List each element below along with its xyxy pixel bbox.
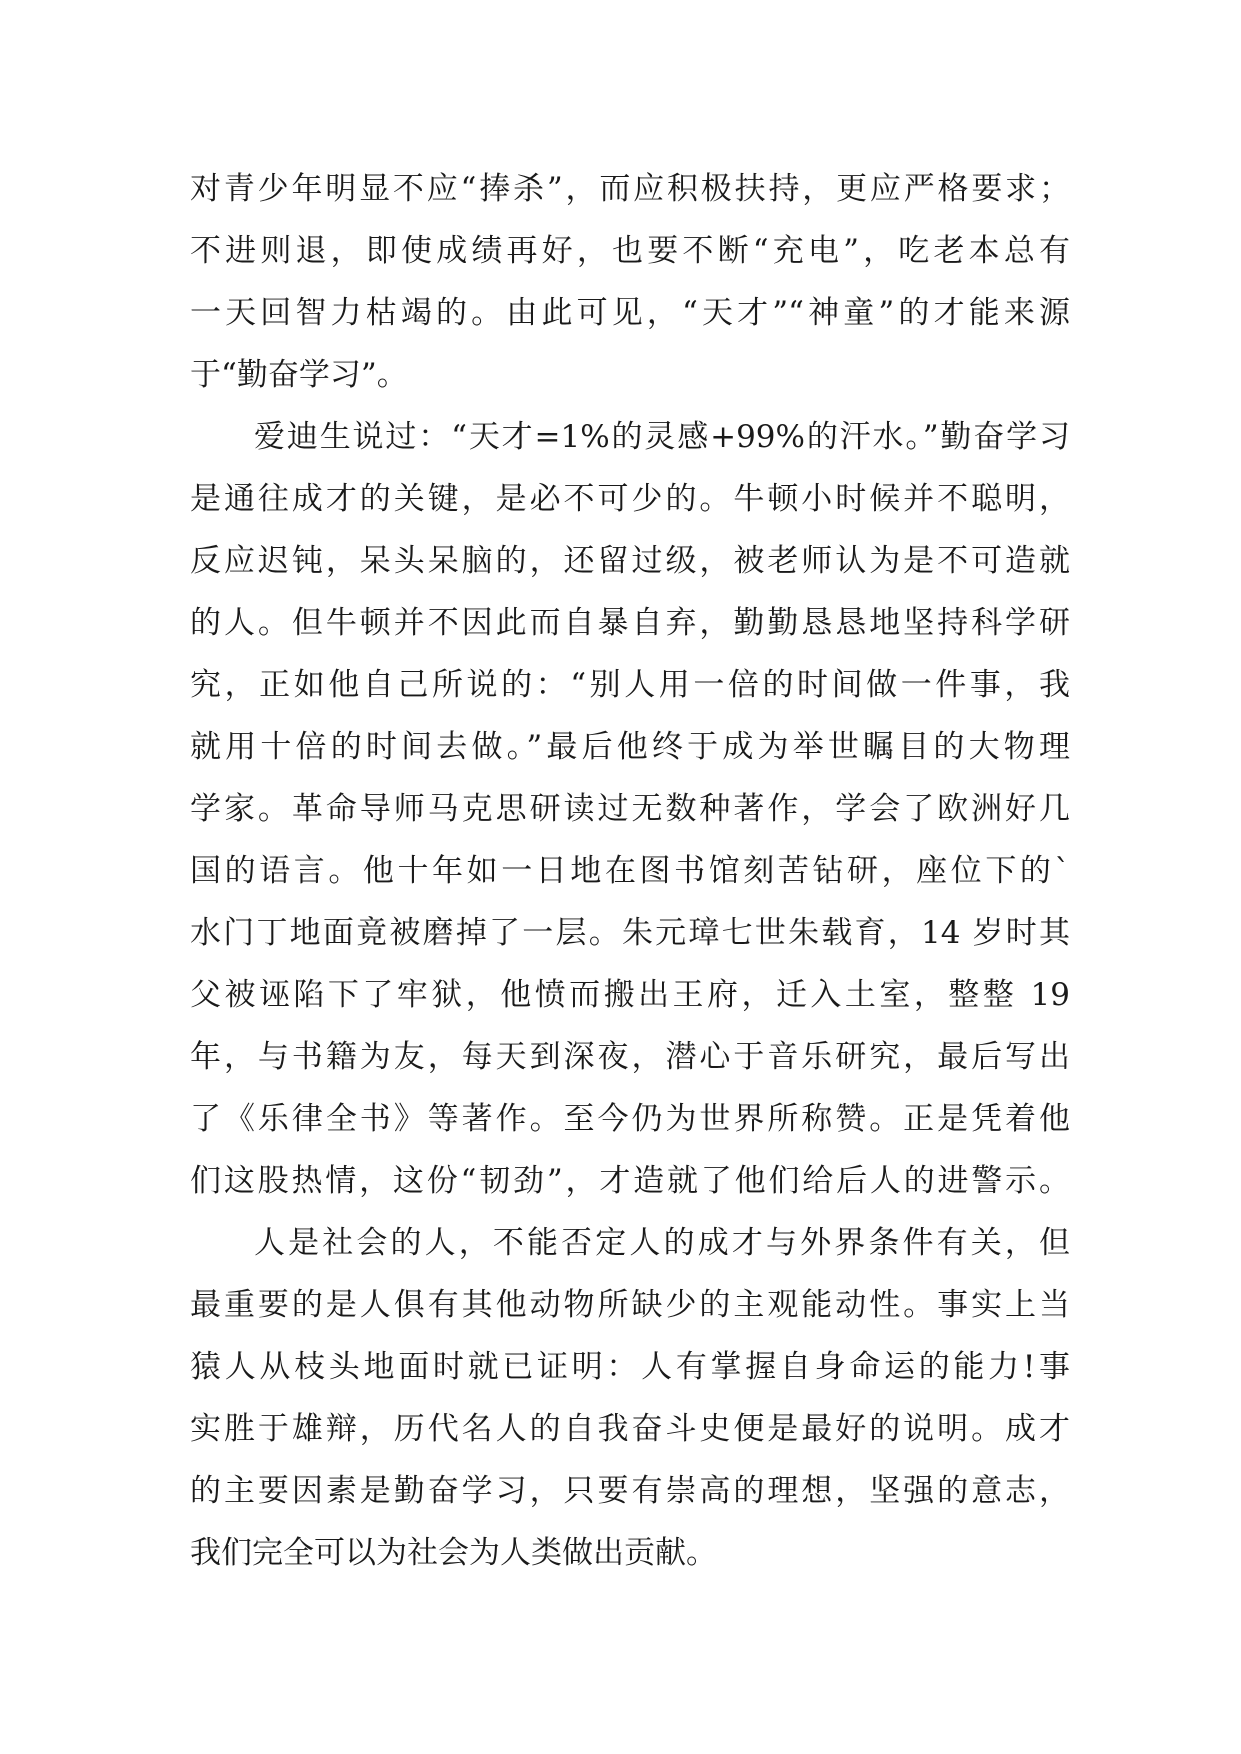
text-line: 实胜于雄辩，历代名人的自我奋斗史便是最好的说明。成才 xyxy=(190,1411,1070,1447)
text-line: 爱迪生说过：“天才=1%的灵感+99%的汗水。”勤奋学习 xyxy=(254,419,1070,455)
text-line: 就用十倍的时间去做。”最后他终于成为举世瞩目的大物理 xyxy=(190,729,1070,765)
text-line: 的主要因素是勤奋学习，只要有崇高的理想，坚强的意志， xyxy=(190,1473,1070,1509)
text-line: 年，与书籍为友，每天到深夜，潜心于音乐研究，最后写出 xyxy=(190,1039,1070,1075)
text-line: 猿人从枝头地面时就已证明：人有掌握自身命运的能力!事 xyxy=(190,1349,1070,1385)
text-line: 人是社会的人，不能否定人的成才与外界条件有关，但 xyxy=(254,1225,1070,1261)
text-line: 不进则退，即使成绩再好，也要不断“充电”，吃老本总有 xyxy=(190,233,1070,269)
text-line: 了《乐律全书》等著作。至今仍为世界所称赞。正是凭着他 xyxy=(190,1101,1070,1137)
text-line: 究，正如他自己所说的：“别人用一倍的时间做一件事，我 xyxy=(190,667,1070,703)
text-line: 父被诬陷下了牢狱，他愤而搬出王府，迁入土室，整整 19 xyxy=(190,977,1070,1013)
text-line: 反应迟钝，呆头呆脑的，还留过级，被老师认为是不可造就 xyxy=(190,543,1070,579)
text-line: 们这股热情，这份“韧劲”，才造就了他们给后人的进警示。 xyxy=(190,1163,1070,1199)
body-text xyxy=(190,158,1070,1584)
text-line: 是通往成才的关键，是必不可少的。牛顿小时候并不聪明， xyxy=(190,481,1070,517)
text-line: 水门丁地面竟被磨掉了一层。朱元璋七世朱载育，14 岁时其 xyxy=(190,915,1070,951)
text-line: 一天回智力枯竭的。由此可见，“天才”“神童”的才能来源 xyxy=(190,295,1070,331)
text-line: 最重要的是人俱有其他动物所缺少的主观能动性。事实上当 xyxy=(190,1287,1070,1323)
text-line: 学家。革命导师马克思研读过无数种著作，学会了欧洲好几 xyxy=(190,791,1070,827)
text-line: 我们完全可以为社会为人类做出贡献。 xyxy=(190,1535,717,1571)
text-line: 于“勤奋学习”。 xyxy=(190,357,408,393)
text-line: 对青少年明显不应“捧杀”，而应积极扶持，更应严格要求； xyxy=(190,171,1070,207)
text-line: 国的语言。他十年如一日地在图书馆刻苦钻研，座位下的` xyxy=(190,853,1070,889)
text-line: 的人。但牛顿并不因此而自暴自弃，勤勤恳恳地坚持科学研 xyxy=(190,605,1070,641)
